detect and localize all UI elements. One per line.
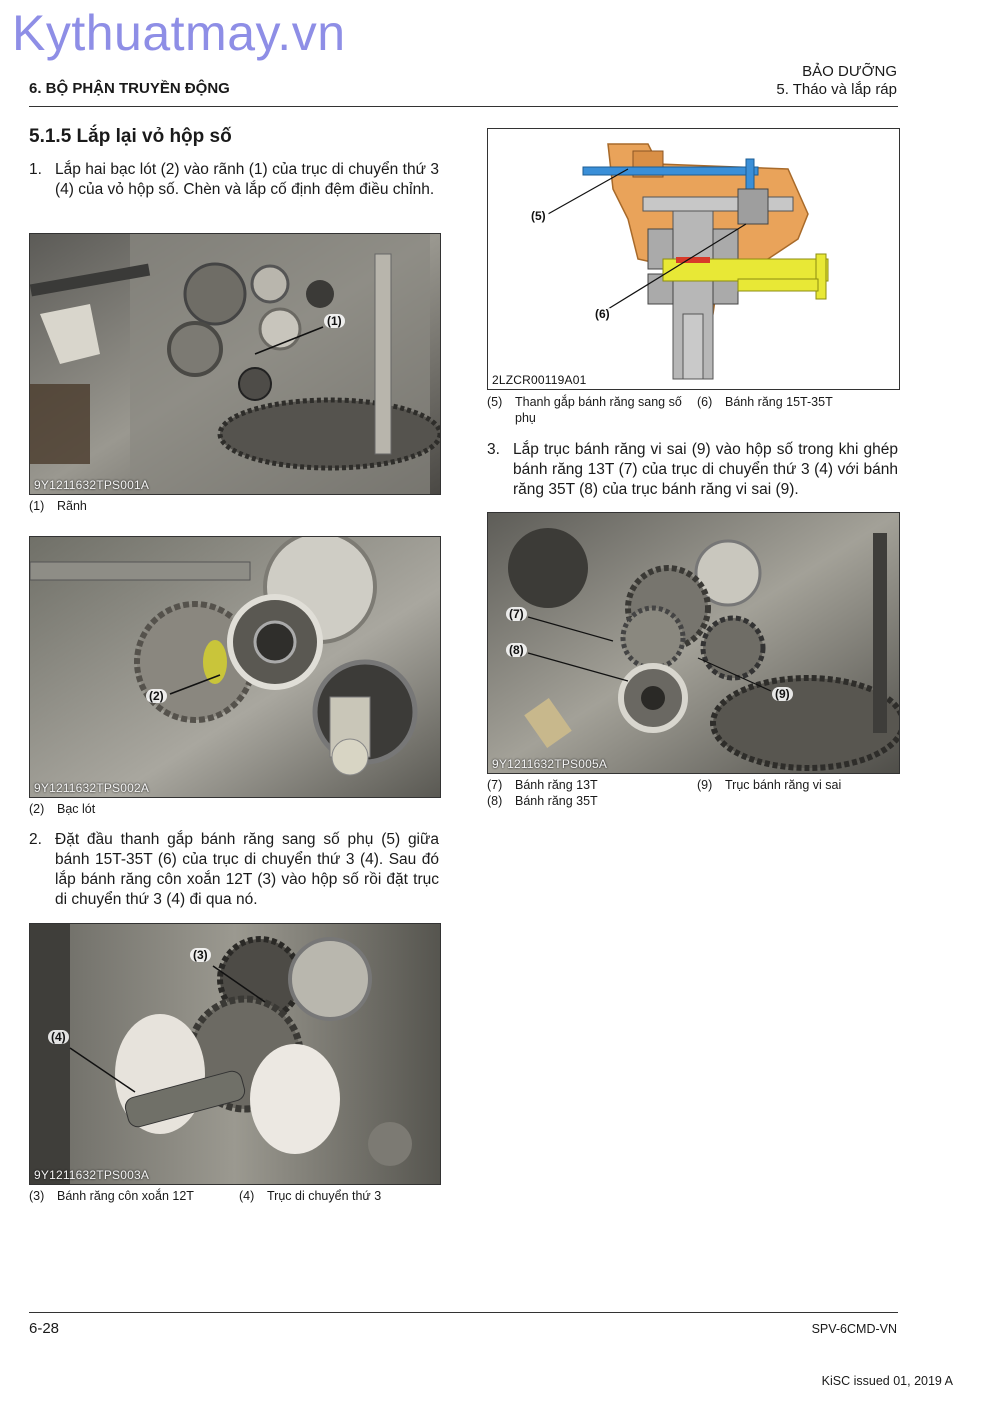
figure-5-callout-7: (7) xyxy=(506,607,527,621)
figure-3-callout-3: (3) xyxy=(190,948,211,962)
figure-2-photo xyxy=(29,536,441,798)
figure-1-caption: (1) Rãnh xyxy=(29,499,87,513)
section-label: BẢO DƯỠNG xyxy=(802,63,897,80)
figure-3-caption: (3) Bánh răng côn xoắn 12T (4) Trục di chuyển thứ 3 xyxy=(29,1189,382,1203)
figure-4-caption: (5) Thanh gắp bánh răng sang số phụ(6) Bánh răng 15T-35T xyxy=(487,395,833,425)
document-code: SPV-6CMD-VN xyxy=(811,1322,897,1336)
figure-4-code: 2LZCR00119A01 xyxy=(492,373,587,387)
step-2-text: Đặt đầu thanh gắp bánh răng sang số phụ (5) giữa bánh 15T-35T (6) của trục di chuyển thứ 3 (4). Sau đó lắp bánh răng côn xoắn 12T (3) vào hộp số rồi đặt trục di chuyển thứ 3 (4) đi qua nó. xyxy=(55,831,439,908)
watermark-logo-text: Kythuatmay.vn xyxy=(12,5,346,61)
figure-5-caption: (7) Bánh răng 13T (9) Trục bánh răng vi sai (8) Bánh răng 35T xyxy=(487,778,842,808)
footer-divider xyxy=(29,1312,898,1313)
figure-2-code: 9Y1211632TPS002A xyxy=(34,781,150,795)
subsection-label: 5. Tháo và lắp ráp xyxy=(776,81,897,98)
step-2-number: 2. xyxy=(29,831,42,848)
step-3 xyxy=(487,440,898,500)
step-1-number: 1. xyxy=(29,161,42,178)
figure-1-code: 9Y1211632TPS001A xyxy=(34,478,150,492)
figure-2-caption: (2) Bạc lót xyxy=(29,802,96,816)
figure-3-callout-4: (4) xyxy=(48,1030,69,1044)
figure-1-callout-1: (1) xyxy=(324,314,345,328)
figure-1-photo xyxy=(29,233,441,495)
step-3-text: Lắp trục bánh răng vi sai (9) vào hộp số trong khi ghép bánh răng 13T (7) của trục di chuyển thứ 3 (4) với bánh răng 35T (8) của trục bánh răng vi sai (9). xyxy=(513,441,898,498)
step-2 xyxy=(29,830,439,910)
figure-2-callout-2: (2) xyxy=(146,689,167,703)
page-number: 6-28 xyxy=(29,1320,60,1337)
figure-4-callout-5: (5) xyxy=(528,209,549,223)
figure-4-diagram xyxy=(487,128,900,390)
issue-note: KiSC issued 01, 2019 A xyxy=(821,1374,953,1388)
figure-5-callout-8: (8) xyxy=(506,643,527,657)
section-heading: 5.1.5 Lắp lại vỏ hộp số xyxy=(29,126,232,147)
figure-4-callout-6: (6) xyxy=(592,307,613,321)
figure-5-photo xyxy=(487,512,900,774)
figure-5-callout-9: (9) xyxy=(772,687,793,701)
figure-5-code: 9Y1211632TPS005A xyxy=(492,757,608,771)
step-1-text: Lắp hai bạc lót (2) vào rãnh (1) của trục di chuyển thứ 3 (4) của vỏ hộp số. Chèn và lắp cố định đệm điều chỉnh. xyxy=(55,161,439,198)
step-1 xyxy=(29,160,439,200)
chapter-title: 6. BỘ PHẬN TRUYỀN ĐỘNG xyxy=(29,80,230,97)
figure-3-code: 9Y1211632TPS003A xyxy=(34,1168,150,1182)
figure-3-photo xyxy=(29,923,441,1185)
header-divider xyxy=(29,106,898,107)
step-3-number: 3. xyxy=(487,441,500,458)
